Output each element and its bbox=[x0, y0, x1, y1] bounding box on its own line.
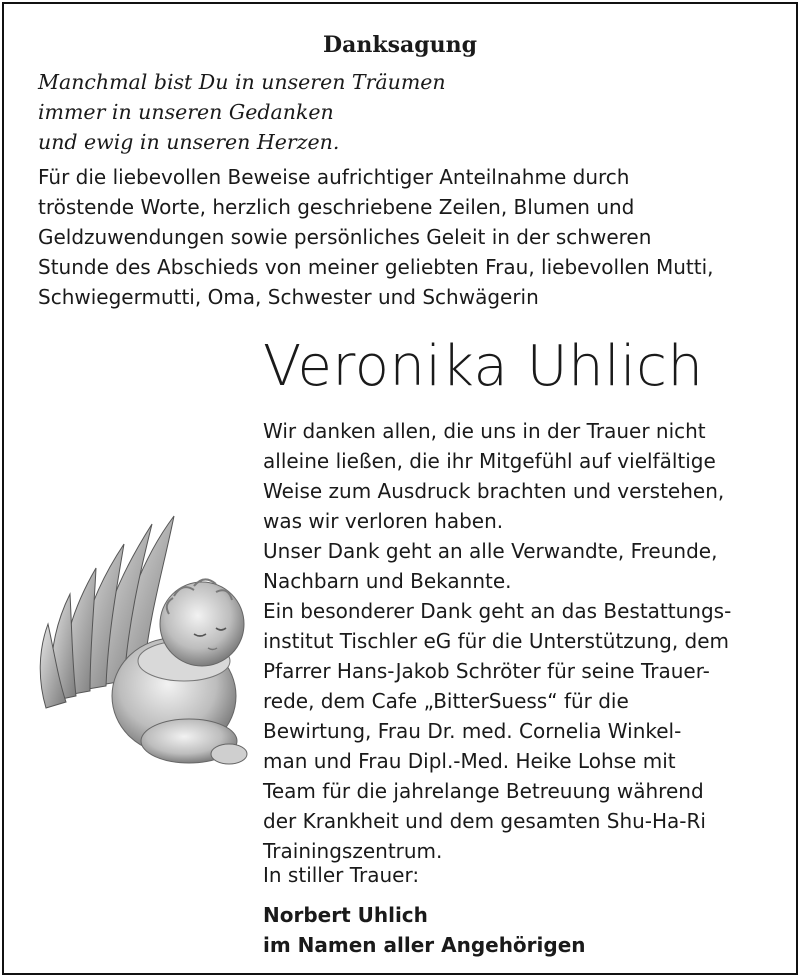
thanks-line: alleine ließen, die ihr Mitgefühl auf vielfältige bbox=[263, 449, 716, 473]
signature-name: Norbert Uhlich bbox=[263, 903, 428, 927]
angel-figurine-image bbox=[24, 496, 264, 786]
obituary-notice bbox=[2, 2, 798, 975]
thanks-line: der Krankheit und dem gesamten Shu-Ha-Ri bbox=[263, 809, 706, 833]
thanks-line: Nachbarn und Bekannte. bbox=[263, 569, 512, 593]
thanks-line: rede, dem Cafe „BitterSuess“ für die bbox=[263, 689, 629, 713]
thanks-line: Wir danken allen, die uns in der Trauer nicht bbox=[263, 419, 706, 443]
intro-line: Für die liebevollen Beweise aufrichtiger Anteilnahme durch bbox=[38, 165, 630, 189]
thanks-line: Trainingszentrum. bbox=[263, 839, 443, 863]
signature bbox=[263, 900, 586, 960]
poem-line: und ewig in unseren Herzen. bbox=[38, 130, 340, 154]
poem-line: Manchmal bist Du in unseren Träumen bbox=[38, 70, 446, 94]
thanks-line: institut Tischler eG für die Unterstützung, dem bbox=[263, 629, 730, 653]
thanks-line: man und Frau Dipl.-Med. Heike Lohse mit bbox=[263, 749, 676, 773]
thanks-line: Team für die jahrelange Betreuung während bbox=[263, 779, 704, 803]
thanks-text bbox=[263, 416, 783, 866]
thanks-line: Pfarrer Hans-Jakob Schröter für seine Trauer- bbox=[263, 659, 710, 683]
signature-subtitle: im Namen aller Angehörigen bbox=[263, 933, 586, 957]
thanks-line: Bewirtung, Frau Dr. med. Cornelia Winkel- bbox=[263, 719, 682, 743]
signoff: In stiller Trauer: bbox=[263, 863, 420, 887]
thanks-line: Unser Dank geht an alle Verwandte, Freunde, bbox=[263, 539, 718, 563]
poem-line: immer in unseren Gedanken bbox=[38, 100, 334, 124]
thanks-line: Weise zum Ausdruck brachten und verstehen, bbox=[263, 479, 725, 503]
notice-heading: Danksagung bbox=[323, 32, 477, 58]
thanks-line: was wir verloren haben. bbox=[263, 509, 504, 533]
intro-line: Geldzuwendungen sowie persönliches Geleit in der schweren bbox=[38, 225, 652, 249]
intro-line: Stunde des Abschieds von meiner geliebten Frau, liebevollen Mutti, bbox=[38, 255, 714, 279]
deceased-name: Veronika Uhlich bbox=[263, 334, 704, 399]
intro-line: tröstende Worte, herzlich geschriebene Zeilen, Blumen und bbox=[38, 195, 635, 219]
intro-text bbox=[38, 162, 778, 312]
intro-line: Schwiegermutti, Oma, Schwester und Schwägerin bbox=[38, 285, 539, 309]
thanks-line: Ein besonderer Dank geht an das Bestattungs- bbox=[263, 599, 732, 623]
poem bbox=[38, 67, 446, 157]
